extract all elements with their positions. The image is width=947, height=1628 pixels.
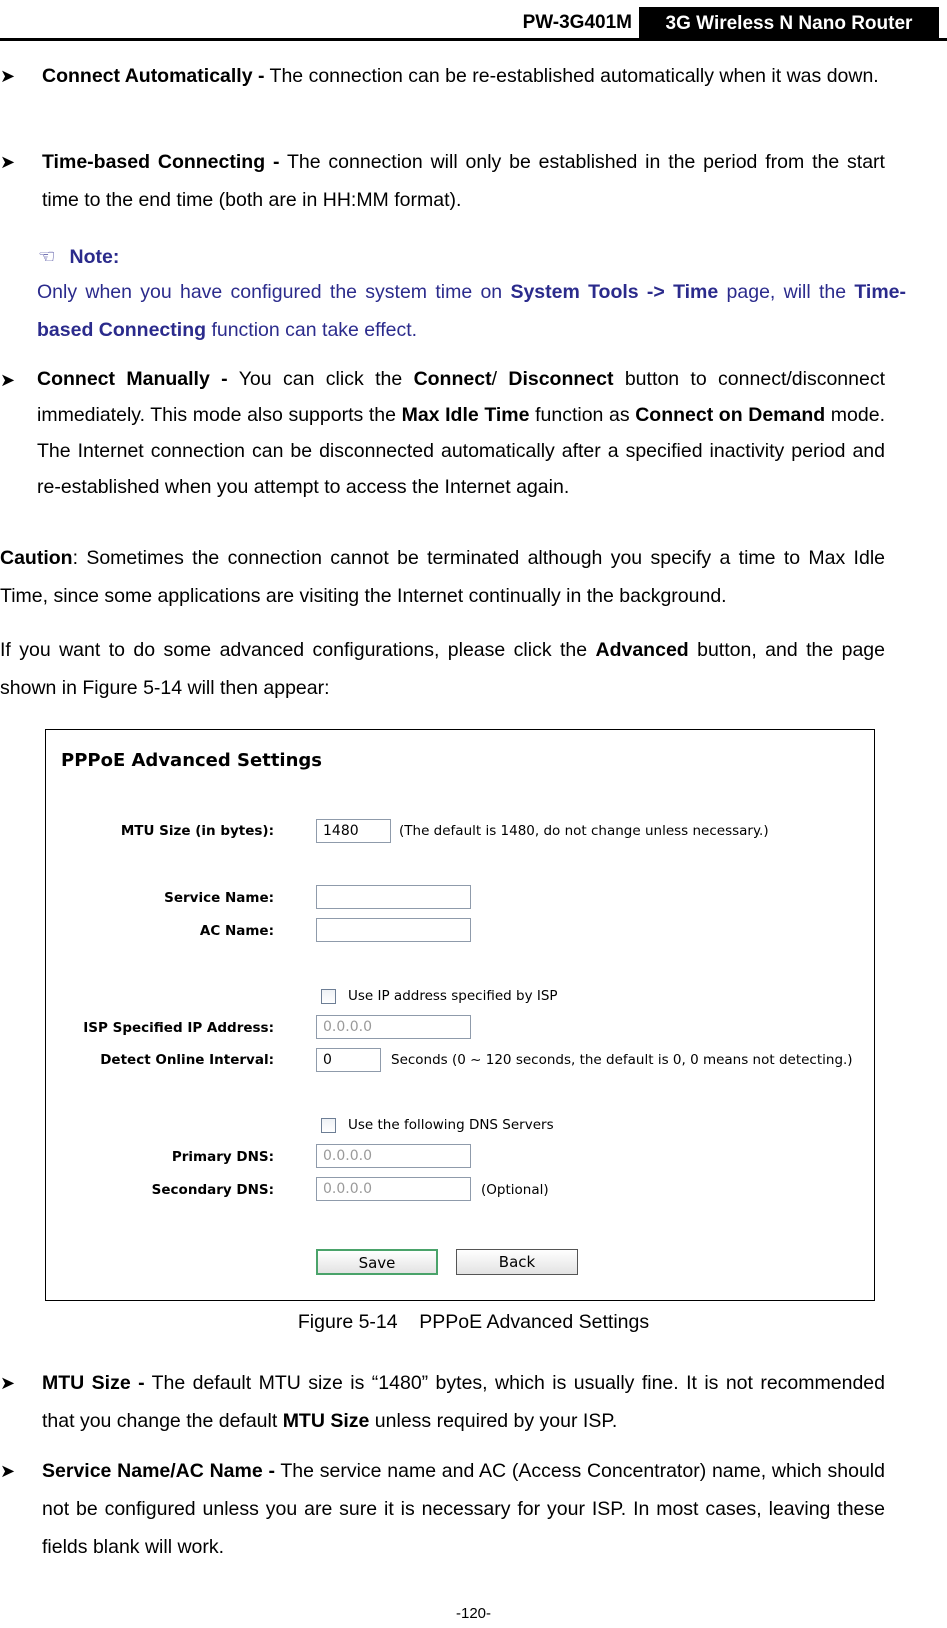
bullet-icon: ➤ xyxy=(0,1461,16,1481)
pppoe-advanced-settings-figure xyxy=(45,729,875,1301)
figure-title: PPPoE Advanced Settings xyxy=(61,750,323,771)
primary-dns-input[interactable]: 0.0.0.0 xyxy=(316,1144,471,1168)
bullet-time-based: Time-based Connecting - The connection will only be established in the period from the start time to the end time (both are in HH:MM format). xyxy=(42,151,885,211)
service-name-input[interactable] xyxy=(316,885,471,909)
header-rule xyxy=(0,38,947,41)
save-button[interactable]: Save xyxy=(316,1249,438,1275)
isp-ip-label: ISP Specified IP Address: xyxy=(83,1020,274,1036)
use-dns-checkbox[interactable] xyxy=(321,1118,336,1133)
secondary-dns-label: Secondary DNS: xyxy=(151,1182,274,1198)
detect-interval-hint: Seconds (0 ~ 120 seconds, the default is 0, 0 means not detecting.) xyxy=(391,1052,853,1068)
secondary-dns-input[interactable]: 0.0.0.0 xyxy=(316,1177,471,1201)
mtu-hint: (The default is 1480, do not change unless necessary.) xyxy=(399,823,769,839)
bullet-mtu-size: MTU Size - The default MTU size is “1480” bytes, which is usually fine. It is not recommended that you change the default MTU Size unless required by your ISP. xyxy=(42,1372,885,1432)
note-heading: ☜ Note: xyxy=(38,246,120,268)
service-name-label: Service Name: xyxy=(164,890,274,906)
pointing-hand-icon: ☜ xyxy=(38,246,56,268)
use-isp-ip-checkbox[interactable] xyxy=(321,989,336,1004)
page-number: -120- xyxy=(455,1605,492,1622)
primary-dns-label: Primary DNS: xyxy=(171,1149,274,1165)
advanced-paragraph: If you want to do some advanced configurations, please click the Advanced button, and the page shown in Figure 5-14 will then appear: xyxy=(0,639,886,699)
mtu-size-input[interactable]: 1480 xyxy=(316,819,391,843)
isp-ip-input[interactable]: 0.0.0.0 xyxy=(316,1015,471,1039)
header-model: PW-3G401M xyxy=(522,12,632,33)
header-product: 3G Wireless N Nano Router xyxy=(639,7,939,39)
page-header xyxy=(0,0,947,42)
use-dns-label: Use the following DNS Servers xyxy=(348,1117,554,1133)
caution-paragraph: Caution: Sometimes the connection cannot be terminated although you specify a time to Max Idle Time, since some applications are visiting the Internet continually in the background. xyxy=(0,547,885,607)
bullet-service-name: Service Name/AC Name - The service name and AC (Access Concentrator) name, which should not be configured unless you are sure it is necessary for your ISP. In most cases, leaving these fields blank will work. xyxy=(42,1460,885,1558)
optional-hint: (Optional) xyxy=(481,1182,549,1198)
use-isp-ip-label: Use IP address specified by ISP xyxy=(348,988,558,1004)
bullet-connect-manually: Connect Manually - You can click the Connect/ Disconnect button to connect/disconnect immediately. This mode also supports the Max Idle Time function as Connect on Demand mode. The Internet connection can be disconnected automatically after a specified inactivity period and re-established when you attempt to access the Internet again. xyxy=(37,368,885,498)
bullet-icon: ➤ xyxy=(0,66,16,86)
figure-caption: Figure 5-14 PPPoE Advanced Settings xyxy=(297,1311,650,1333)
note-text: Only when you have configured the system time on System Tools -> Time page, will the Time-based Connecting function can take effect. xyxy=(37,281,907,341)
back-button[interactable]: Back xyxy=(456,1249,578,1275)
detect-interval-label: Detect Online Interval: xyxy=(100,1052,274,1068)
bullet-icon: ➤ xyxy=(0,370,16,390)
bullet-connect-automatically: Connect Automatically - The connection can be re-established automatically when it was down. xyxy=(42,65,879,87)
detect-interval-input[interactable]: 0 xyxy=(316,1048,381,1072)
bullet-icon: ➤ xyxy=(0,1373,16,1393)
ac-name-label: AC Name: xyxy=(199,923,274,939)
bullet-icon: ➤ xyxy=(0,152,16,172)
ac-name-input[interactable] xyxy=(316,918,471,942)
mtu-size-label: MTU Size (in bytes): xyxy=(120,823,274,839)
